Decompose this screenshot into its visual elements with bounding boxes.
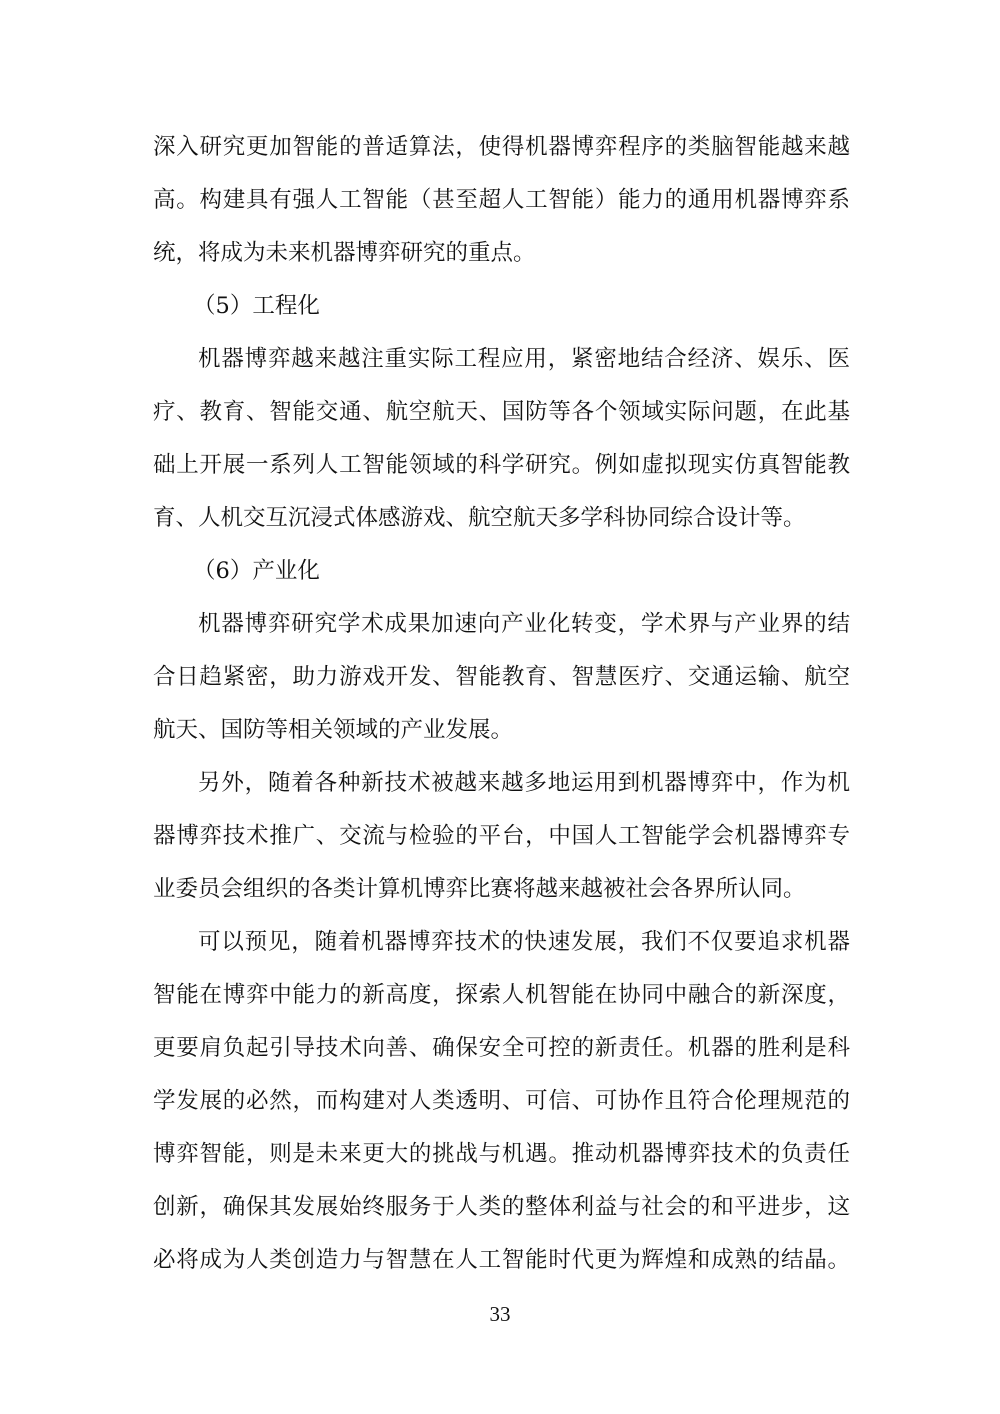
line-text: 博弈智能，则是未来更大的挑战与机遇。推动机器博弈技术的负责任 — [153, 1141, 850, 1167]
text-line — [0, 1187, 1000, 1227]
text-line — [0, 604, 1000, 644]
heading-engineering: （5）工程化 — [193, 293, 320, 319]
line-text: 高。构建具有强人工智能（甚至超人工智能）能力的通用机器博弈系 — [153, 187, 850, 213]
text-line — [0, 922, 1000, 962]
line-text: 疗、教育、智能交通、航空航天、国防等各个领域实际问题，在此基 — [153, 399, 850, 425]
line-text: 更要肩负起引导技术向善、确保安全可控的新责任。机器的胜利是科 — [153, 1035, 850, 1061]
line-text: 可以预见，随着机器博弈技术的快速发展，我们不仅要追求机器 — [198, 929, 850, 955]
text-line — [0, 975, 1000, 1015]
line-text: 航天、国防等相关领域的产业发展。 — [153, 717, 514, 743]
heading-industrialization: （6）产业化 — [193, 558, 320, 584]
text-line — [0, 498, 1000, 538]
line-text: 础上开展一系列人工智能领域的科学研究。例如虚拟现实仿真智能教 — [153, 452, 850, 478]
text-line — [0, 1134, 1000, 1174]
text-line — [0, 180, 1000, 220]
line-text: 另外，随着各种新技术被越来越多地运用到机器博弈中，作为机 — [198, 770, 850, 796]
line-text: 业委员会组织的各类计算机博弈比赛将越来越被社会各界所认同。 — [153, 876, 806, 902]
text-line — [0, 869, 1000, 909]
section-heading — [0, 286, 1000, 326]
line-text: 机器博弈研究学术成果加速向产业化转变，学术界与产业界的结 — [198, 611, 850, 637]
text-line — [0, 1028, 1000, 1068]
text-line — [0, 127, 1000, 167]
line-text: 机器博弈越来越注重实际工程应用，紧密地结合经济、娱乐、医 — [198, 346, 850, 372]
line-text: 创新，确保其发展始终服务于人类的整体利益与社会的和平进步，这 — [153, 1194, 850, 1220]
text-line — [0, 816, 1000, 856]
line-text: 学发展的必然，而构建对人类透明、可信、可协作且符合伦理规范的 — [153, 1088, 850, 1114]
line-text: 育、人机交互沉浸式体感游戏、航空航天多学科协同综合设计等。 — [153, 505, 806, 531]
text-line — [0, 233, 1000, 273]
section-heading — [0, 551, 1000, 591]
line-text: 合日趋紧密，助力游戏开发、智能教育、智慧医疗、交通运输、航空 — [153, 664, 850, 690]
line-text: 统，将成为未来机器博弈研究的重点。 — [153, 240, 536, 266]
text-line — [0, 392, 1000, 432]
line-text: 深入研究更加智能的普适算法，使得机器博弈程序的类脑智能越来越 — [153, 134, 850, 160]
line-text: 智能在博弈中能力的新高度，探索人机智能在协同中融合的新深度， — [153, 982, 850, 1008]
page-number: 33 — [489, 1302, 511, 1326]
text-line — [0, 657, 1000, 697]
text-line — [0, 710, 1000, 750]
text-line — [0, 445, 1000, 485]
text-line — [0, 339, 1000, 379]
text-line — [0, 1081, 1000, 1121]
line-text: 必将成为人类创造力与智慧在人工智能时代更为辉煌和成熟的结晶。 — [153, 1247, 850, 1273]
text-line — [0, 763, 1000, 803]
text-line — [0, 1240, 1000, 1280]
line-text: 器博弈技术推广、交流与检验的平台，中国人工智能学会机器博弈专 — [153, 823, 850, 849]
